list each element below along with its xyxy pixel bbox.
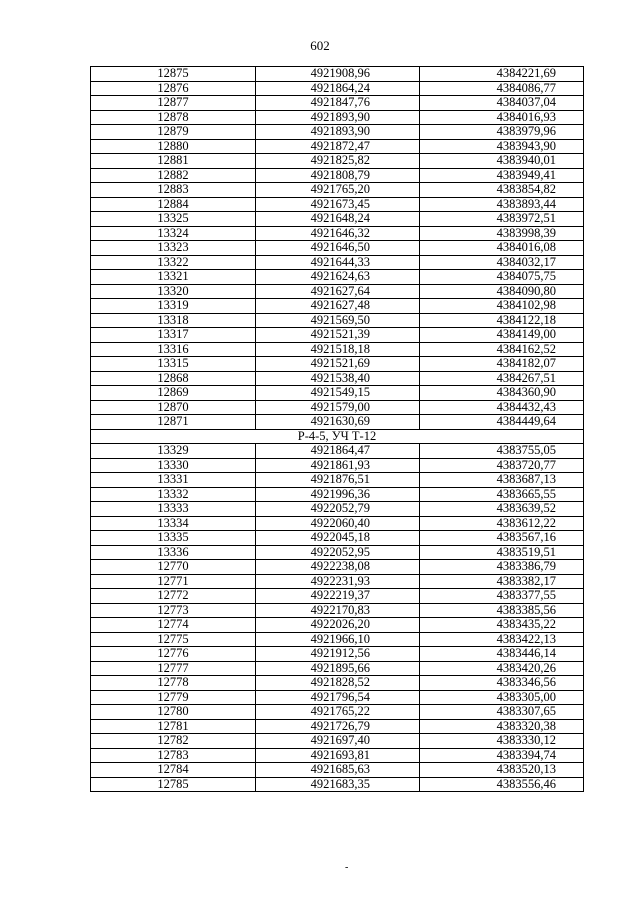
x-coordinate-cell: 4922231,93	[256, 574, 420, 589]
x-coordinate-cell: 4921765,20	[256, 183, 420, 198]
point-number-cell: 12784	[91, 763, 256, 778]
point-number-cell: 12775	[91, 632, 256, 647]
x-coordinate-cell: 4922026,20	[256, 618, 420, 633]
point-number-cell: 12883	[91, 183, 256, 198]
table-row	[91, 226, 584, 241]
x-coordinate-cell: 4921644,33	[256, 255, 420, 270]
point-number-cell: 13325	[91, 212, 256, 227]
point-number-cell: 13317	[91, 328, 256, 343]
y-coordinate-cell: 4384016,08	[420, 241, 584, 256]
x-coordinate-cell: 4922219,37	[256, 589, 420, 604]
x-coordinate-cell: 4921630,69	[256, 415, 420, 430]
x-coordinate-cell: 4921765,22	[256, 705, 420, 720]
y-coordinate-cell: 4384037,04	[420, 96, 584, 111]
section-title: Р-4-5, УЧ Т-12	[91, 429, 584, 444]
table-row	[91, 342, 584, 357]
point-number-cell: 12780	[91, 705, 256, 720]
y-coordinate-cell: 4383687,13	[420, 473, 584, 488]
table-row	[91, 487, 584, 502]
point-number-cell: 12781	[91, 719, 256, 734]
y-coordinate-cell: 4383720,77	[420, 458, 584, 473]
x-coordinate-cell: 4921864,47	[256, 444, 420, 459]
table-row	[91, 212, 584, 227]
point-number-cell: 12875	[91, 67, 256, 82]
point-number-cell: 12877	[91, 96, 256, 111]
x-coordinate-cell: 4921646,32	[256, 226, 420, 241]
table-row	[91, 357, 584, 372]
point-number-cell: 13335	[91, 531, 256, 546]
table-row	[91, 589, 584, 604]
table-row	[91, 371, 584, 386]
x-coordinate-cell: 4921864,24	[256, 81, 420, 96]
footer-mark: -	[345, 862, 349, 873]
x-coordinate-cell: 4921693,81	[256, 748, 420, 763]
y-coordinate-cell: 4384016,93	[420, 110, 584, 125]
table-row	[91, 603, 584, 618]
x-coordinate-cell: 4921893,90	[256, 110, 420, 125]
y-coordinate-cell: 4384086,77	[420, 81, 584, 96]
x-coordinate-cell: 4921796,54	[256, 690, 420, 705]
y-coordinate-cell: 4383382,17	[420, 574, 584, 589]
y-coordinate-cell: 4384102,98	[420, 299, 584, 314]
table-row	[91, 647, 584, 662]
y-coordinate-cell: 4383854,82	[420, 183, 584, 198]
table-row	[91, 473, 584, 488]
table-row	[91, 197, 584, 212]
y-coordinate-cell: 4383567,16	[420, 531, 584, 546]
x-coordinate-cell: 4922045,18	[256, 531, 420, 546]
y-coordinate-cell: 4384122,18	[420, 313, 584, 328]
x-coordinate-cell: 4921569,50	[256, 313, 420, 328]
y-coordinate-cell: 4383377,55	[420, 589, 584, 604]
x-coordinate-cell: 4921673,45	[256, 197, 420, 212]
point-number-cell: 12876	[91, 81, 256, 96]
section-row	[91, 429, 584, 444]
table-row	[91, 516, 584, 531]
y-coordinate-cell: 4383979,96	[420, 125, 584, 140]
y-coordinate-cell: 4383612,22	[420, 516, 584, 531]
coordinates-table	[90, 66, 584, 792]
table-row	[91, 328, 584, 343]
y-coordinate-cell: 4384360,90	[420, 386, 584, 401]
table-row	[91, 154, 584, 169]
y-coordinate-cell: 4384149,00	[420, 328, 584, 343]
point-number-cell: 12783	[91, 748, 256, 763]
table-row	[91, 458, 584, 473]
y-coordinate-cell: 4384032,17	[420, 255, 584, 270]
x-coordinate-cell: 4922170,83	[256, 603, 420, 618]
point-number-cell: 13315	[91, 357, 256, 372]
table-row	[91, 777, 584, 792]
x-coordinate-cell: 4921996,36	[256, 487, 420, 502]
x-coordinate-cell: 4921521,69	[256, 357, 420, 372]
table-row	[91, 415, 584, 430]
y-coordinate-cell: 4383305,00	[420, 690, 584, 705]
x-coordinate-cell: 4921646,50	[256, 241, 420, 256]
page-number: 602	[310, 38, 330, 53]
point-number-cell: 13319	[91, 299, 256, 314]
x-coordinate-cell: 4922238,08	[256, 560, 420, 575]
point-number-cell: 13322	[91, 255, 256, 270]
y-coordinate-cell: 4384162,52	[420, 342, 584, 357]
x-coordinate-cell: 4921828,52	[256, 676, 420, 691]
table-row	[91, 299, 584, 314]
coordinates-table-body	[91, 67, 584, 792]
table-row	[91, 255, 584, 270]
x-coordinate-cell: 4921966,10	[256, 632, 420, 647]
y-coordinate-cell: 4383519,51	[420, 545, 584, 560]
x-coordinate-cell: 4921627,64	[256, 284, 420, 299]
table-row	[91, 444, 584, 459]
table-row	[91, 748, 584, 763]
table-row	[91, 284, 584, 299]
y-coordinate-cell: 4384449,64	[420, 415, 584, 430]
y-coordinate-cell: 4383972,51	[420, 212, 584, 227]
y-coordinate-cell: 4383320,38	[420, 719, 584, 734]
point-number-cell: 12774	[91, 618, 256, 633]
y-coordinate-cell: 4383949,41	[420, 168, 584, 183]
point-number-cell: 13334	[91, 516, 256, 531]
x-coordinate-cell: 4921861,93	[256, 458, 420, 473]
table-row	[91, 763, 584, 778]
point-number-cell: 12878	[91, 110, 256, 125]
table-row	[91, 690, 584, 705]
point-number-cell: 12869	[91, 386, 256, 401]
y-coordinate-cell: 4383998,39	[420, 226, 584, 241]
x-coordinate-cell: 4921627,48	[256, 299, 420, 314]
y-coordinate-cell: 4384182,07	[420, 357, 584, 372]
point-number-cell: 12770	[91, 560, 256, 575]
point-number-cell: 13324	[91, 226, 256, 241]
table-row	[91, 96, 584, 111]
x-coordinate-cell: 4921825,82	[256, 154, 420, 169]
table-row	[91, 632, 584, 647]
y-coordinate-cell: 4383943,90	[420, 139, 584, 154]
y-coordinate-cell: 4383435,22	[420, 618, 584, 633]
point-number-cell: 13323	[91, 241, 256, 256]
point-number-cell: 12882	[91, 168, 256, 183]
x-coordinate-cell: 4921876,51	[256, 473, 420, 488]
point-number-cell: 13321	[91, 270, 256, 285]
y-coordinate-cell: 4383307,65	[420, 705, 584, 720]
x-coordinate-cell: 4921624,63	[256, 270, 420, 285]
x-coordinate-cell: 4921872,47	[256, 139, 420, 154]
point-number-cell: 12779	[91, 690, 256, 705]
table-row	[91, 125, 584, 140]
y-coordinate-cell: 4383893,44	[420, 197, 584, 212]
y-coordinate-cell: 4383330,12	[420, 734, 584, 749]
point-number-cell: 12870	[91, 400, 256, 415]
y-coordinate-cell: 4383394,74	[420, 748, 584, 763]
y-coordinate-cell: 4383940,01	[420, 154, 584, 169]
point-number-cell: 13318	[91, 313, 256, 328]
table-row	[91, 560, 584, 575]
table-row	[91, 661, 584, 676]
table-row	[91, 618, 584, 633]
table-row	[91, 139, 584, 154]
y-coordinate-cell: 4383346,56	[420, 676, 584, 691]
y-coordinate-cell: 4384090,80	[420, 284, 584, 299]
point-number-cell: 12871	[91, 415, 256, 430]
point-number-cell: 12777	[91, 661, 256, 676]
x-coordinate-cell: 4921726,79	[256, 719, 420, 734]
point-number-cell: 13329	[91, 444, 256, 459]
y-coordinate-cell: 4383520,13	[420, 763, 584, 778]
y-coordinate-cell: 4383639,52	[420, 502, 584, 517]
table-row	[91, 574, 584, 589]
point-number-cell: 13330	[91, 458, 256, 473]
table-row	[91, 270, 584, 285]
table-row	[91, 183, 584, 198]
point-number-cell: 12776	[91, 647, 256, 662]
point-number-cell: 12778	[91, 676, 256, 691]
point-number-cell: 12881	[91, 154, 256, 169]
x-coordinate-cell: 4921549,15	[256, 386, 420, 401]
point-number-cell: 13331	[91, 473, 256, 488]
table-row	[91, 734, 584, 749]
x-coordinate-cell: 4921893,90	[256, 125, 420, 140]
x-coordinate-cell: 4921648,24	[256, 212, 420, 227]
point-number-cell: 12785	[91, 777, 256, 792]
table-row	[91, 313, 584, 328]
table-row	[91, 81, 584, 96]
y-coordinate-cell: 4384267,51	[420, 371, 584, 386]
point-number-cell: 12773	[91, 603, 256, 618]
table-row	[91, 545, 584, 560]
table-row	[91, 386, 584, 401]
x-coordinate-cell: 4921538,40	[256, 371, 420, 386]
table-row	[91, 400, 584, 415]
point-number-cell: 12884	[91, 197, 256, 212]
point-number-cell: 13320	[91, 284, 256, 299]
x-coordinate-cell: 4921908,96	[256, 67, 420, 82]
x-coordinate-cell: 4922052,95	[256, 545, 420, 560]
point-number-cell: 13336	[91, 545, 256, 560]
y-coordinate-cell: 4383422,13	[420, 632, 584, 647]
x-coordinate-cell: 4921847,76	[256, 96, 420, 111]
y-coordinate-cell: 4383446,14	[420, 647, 584, 662]
point-number-cell: 13333	[91, 502, 256, 517]
point-number-cell: 12772	[91, 589, 256, 604]
x-coordinate-cell: 4921685,63	[256, 763, 420, 778]
x-coordinate-cell: 4921579,00	[256, 400, 420, 415]
y-coordinate-cell: 4384075,75	[420, 270, 584, 285]
x-coordinate-cell: 4921521,39	[256, 328, 420, 343]
point-number-cell: 13316	[91, 342, 256, 357]
x-coordinate-cell: 4921895,66	[256, 661, 420, 676]
x-coordinate-cell: 4921683,35	[256, 777, 420, 792]
table-row	[91, 168, 584, 183]
table-row	[91, 67, 584, 82]
x-coordinate-cell: 4921912,56	[256, 647, 420, 662]
table-row	[91, 531, 584, 546]
table-row	[91, 502, 584, 517]
y-coordinate-cell: 4383386,79	[420, 560, 584, 575]
x-coordinate-cell: 4922060,40	[256, 516, 420, 531]
point-number-cell: 12771	[91, 574, 256, 589]
table-row	[91, 705, 584, 720]
y-coordinate-cell: 4383665,55	[420, 487, 584, 502]
y-coordinate-cell: 4383755,05	[420, 444, 584, 459]
y-coordinate-cell: 4383556,46	[420, 777, 584, 792]
point-number-cell: 13332	[91, 487, 256, 502]
y-coordinate-cell: 4384221,69	[420, 67, 584, 82]
point-number-cell: 12782	[91, 734, 256, 749]
table-row	[91, 676, 584, 691]
point-number-cell: 12868	[91, 371, 256, 386]
table-row	[91, 110, 584, 125]
x-coordinate-cell: 4921808,79	[256, 168, 420, 183]
point-number-cell: 12880	[91, 139, 256, 154]
point-number-cell: 12879	[91, 125, 256, 140]
table-row	[91, 241, 584, 256]
x-coordinate-cell: 4921518,18	[256, 342, 420, 357]
x-coordinate-cell: 4922052,79	[256, 502, 420, 517]
y-coordinate-cell: 4383420,26	[420, 661, 584, 676]
y-coordinate-cell: 4383385,56	[420, 603, 584, 618]
y-coordinate-cell: 4384432,43	[420, 400, 584, 415]
table-row	[91, 719, 584, 734]
x-coordinate-cell: 4921697,40	[256, 734, 420, 749]
